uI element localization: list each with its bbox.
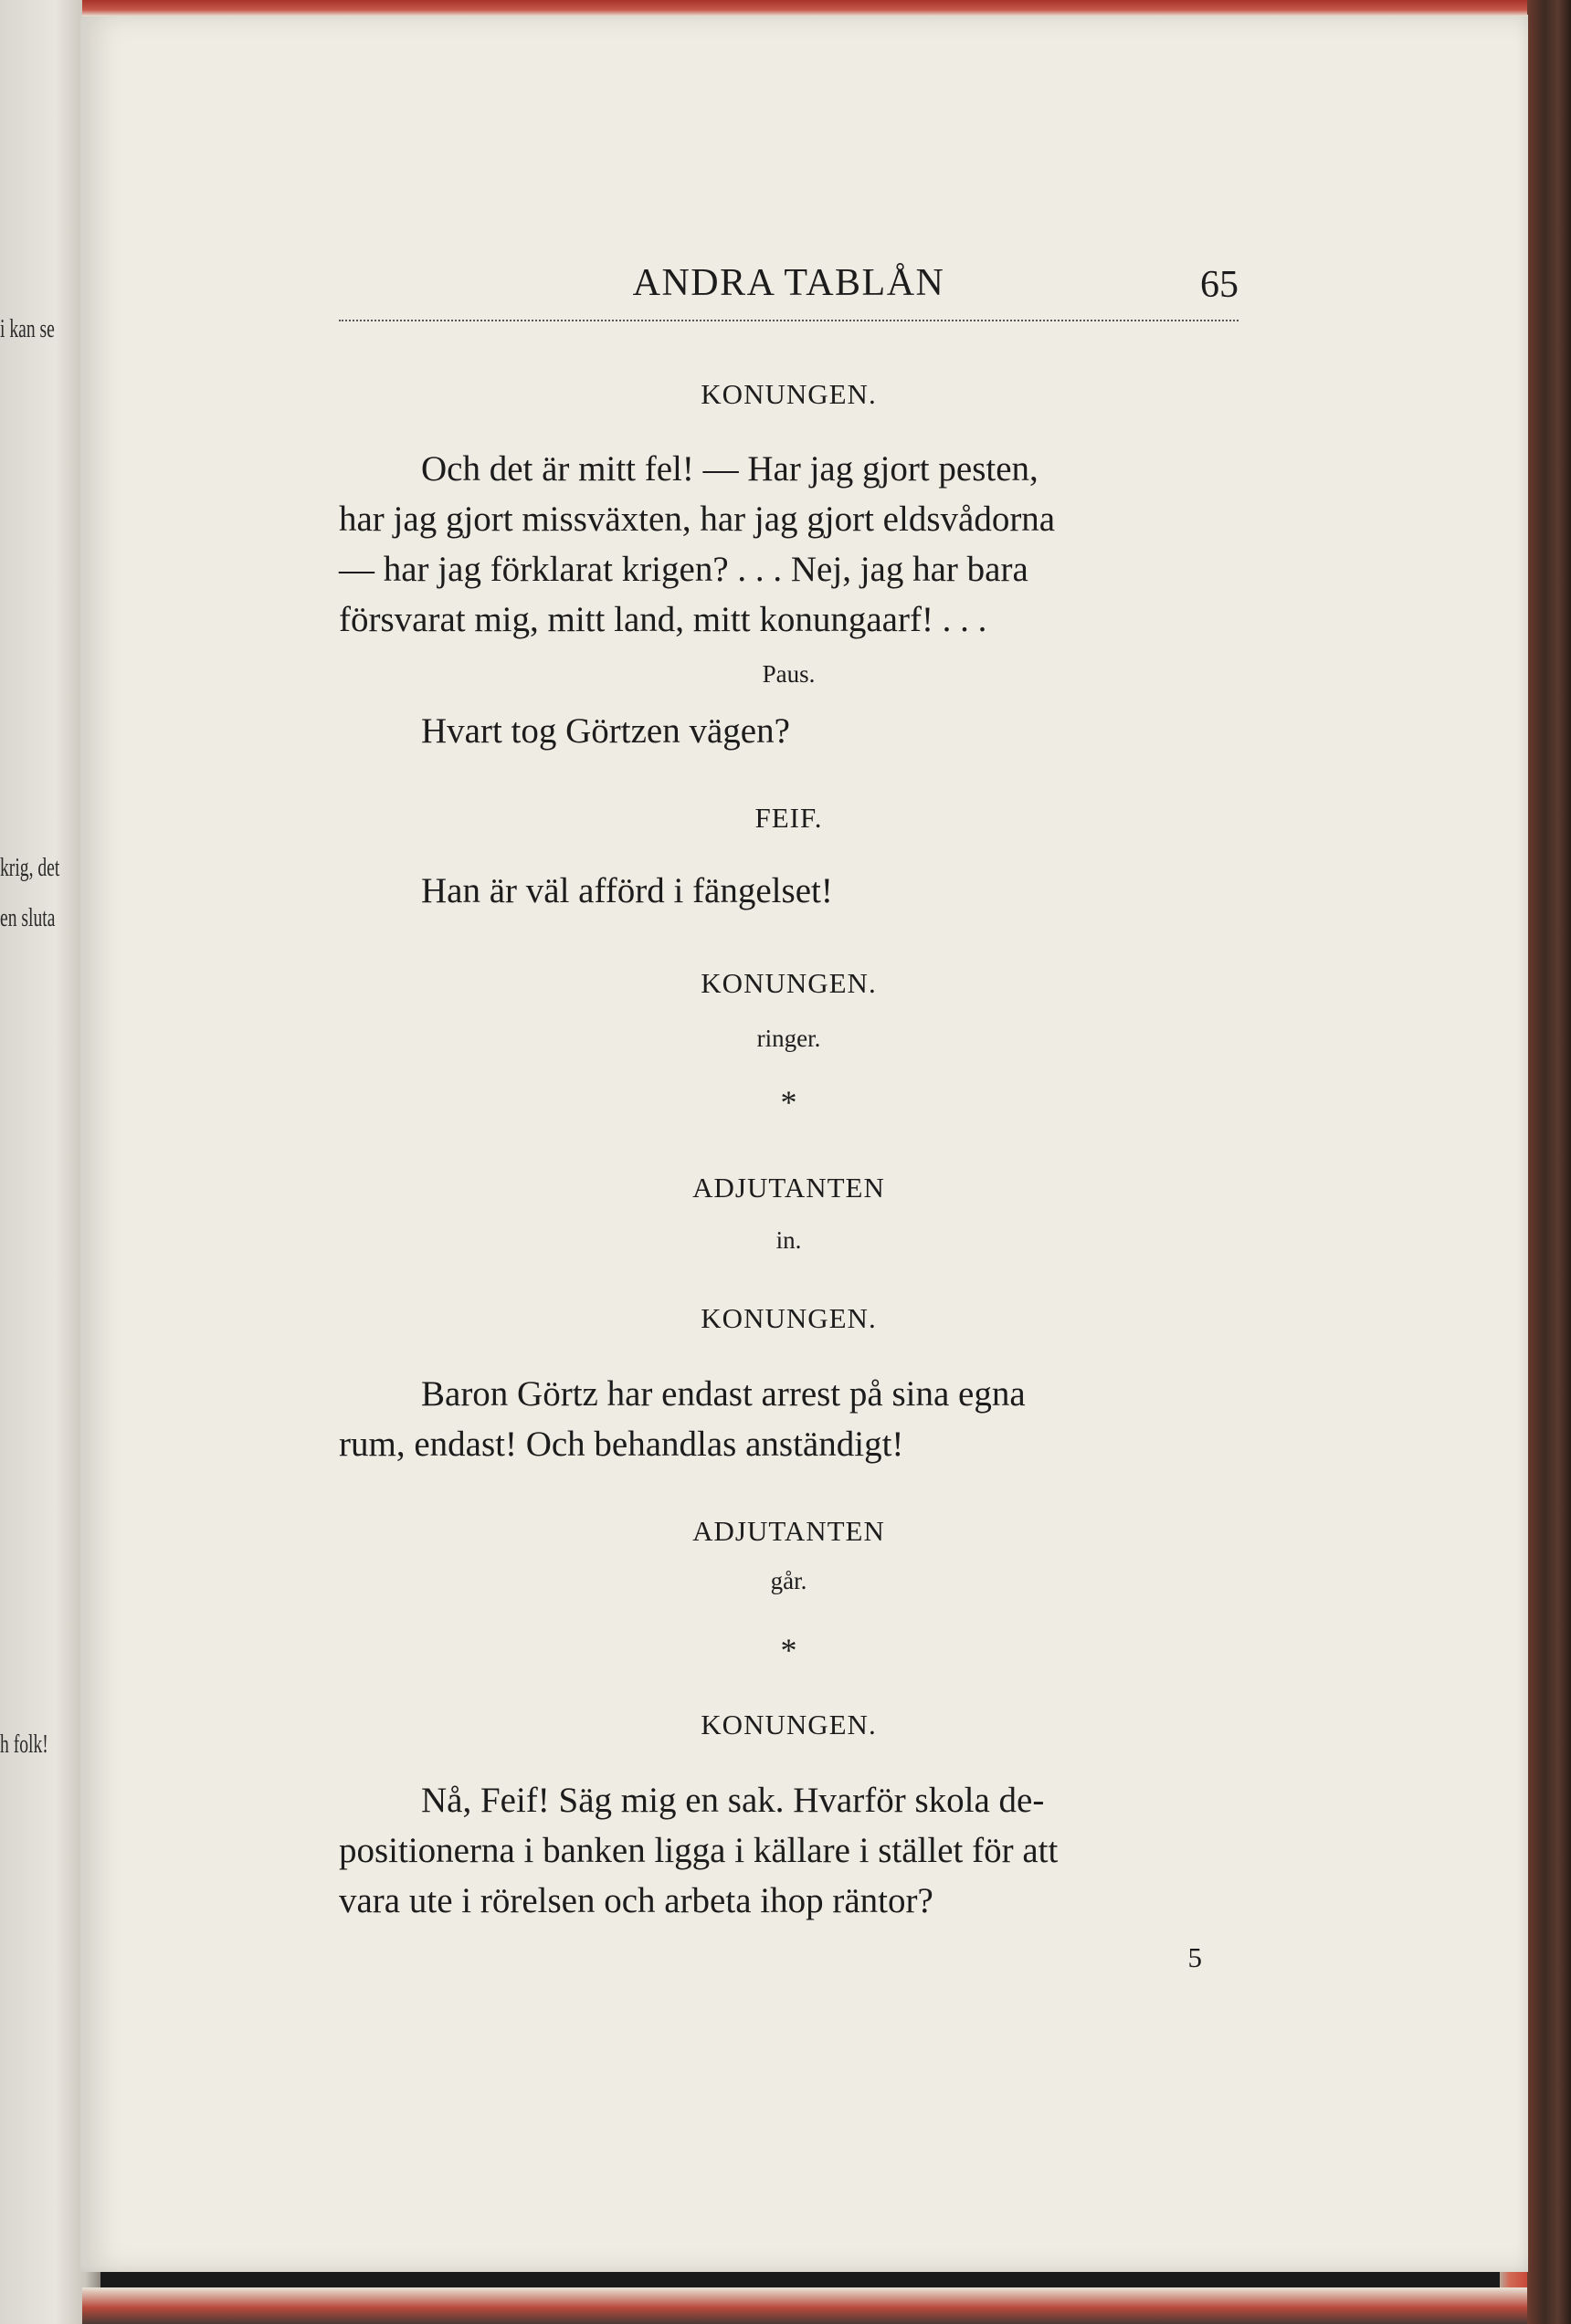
text-line: rum, endast! Och behandlas anständigt! (339, 1425, 904, 1464)
page-number: 65 (1200, 264, 1239, 306)
running-head (339, 254, 1239, 309)
dialogue-paragraph (339, 444, 1239, 645)
text-line: Baron Görtz har endast arrest på sina egna (421, 1374, 1026, 1414)
speaker-name: KONUNGEN. (701, 378, 877, 410)
text-line: Och det är mitt fel! — Har jag gjort pesten, (421, 449, 1039, 489)
speaker-name: ADJUTANTEN (692, 1515, 885, 1547)
speaker-name: KONUNGEN. (701, 1302, 877, 1334)
dialogue-paragraph (339, 1775, 1239, 1926)
dialogue-paragraph (339, 706, 1239, 756)
scene-asterisk: * (780, 1632, 797, 1668)
left-page-fragment: i kan se (0, 315, 55, 343)
page-edge-bottom (82, 2287, 1527, 2324)
stage-direction: går. (770, 1567, 807, 1594)
speaker-name: KONUNGEN. (701, 967, 877, 999)
text-line: Han är väl afförd i fängelset! (421, 871, 833, 910)
stage-direction: ringer. (756, 1025, 821, 1052)
dialogue-paragraph (339, 866, 1239, 916)
text-line: Hvart tog Görtzen vägen? (421, 711, 790, 751)
header-rule (339, 320, 1239, 321)
stage-direction: in. (775, 1226, 802, 1254)
left-page-fragment: h folk! (0, 1730, 48, 1759)
book-page (80, 15, 1528, 2272)
running-title: ANDRA TABLÅN (632, 262, 945, 304)
text-line: vara ute i rörelsen och arbeta ihop räntor? (339, 1881, 933, 1920)
left-page-edge (0, 0, 78, 2324)
dialogue-paragraph (339, 1369, 1239, 1469)
page-edge-top (82, 0, 1527, 16)
speaker-name: FEIF. (754, 802, 823, 834)
text-line: positionerna i banken ligga i källare i stället för att (339, 1831, 1059, 1870)
text-line: försvarat mig, mitt land, mitt konungaarf! . . . (339, 600, 987, 639)
signature-mark: 5 (1187, 1941, 1202, 1973)
text-line: Nå, Feif! Säg mig en sak. Hvarför skola de- (421, 1781, 1045, 1820)
text-line: — har jag förklarat krigen? . . . Nej, jag har bara (339, 550, 1028, 589)
text-line: har jag gjort missväxten, har jag gjort eldsvådorna (339, 500, 1056, 539)
speaker-name: ADJUTANTEN (692, 1172, 885, 1204)
left-page-fragment: en sluta (0, 904, 56, 932)
scene-asterisk: * (780, 1084, 797, 1120)
stage-direction: Paus. (762, 660, 816, 688)
book-cover-board (1527, 0, 1571, 2324)
left-page-fragment: krig, det (0, 854, 60, 882)
speaker-name: KONUNGEN. (701, 1709, 877, 1740)
